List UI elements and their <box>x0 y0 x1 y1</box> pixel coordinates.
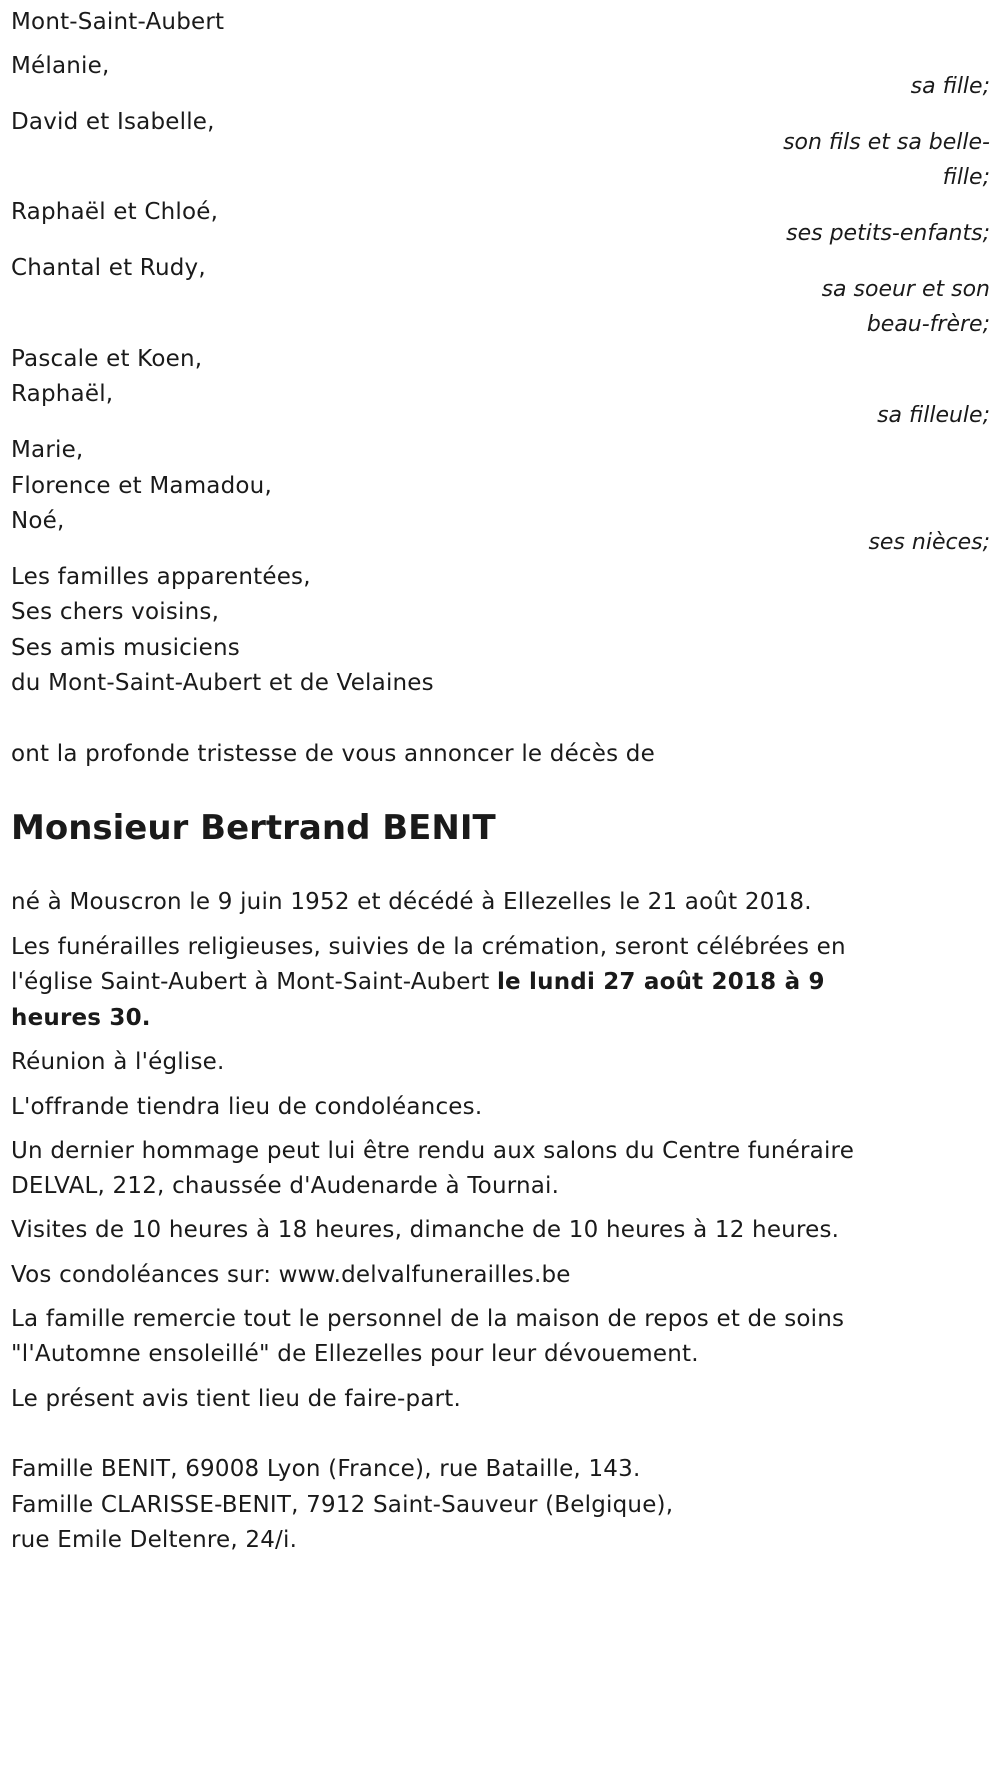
meeting-line: Réunion à l'église. <box>11 1049 225 1075</box>
family-member-name: Pascale et Koen, <box>11 346 203 372</box>
address-line: rue Emile Deltenre, 24/i. <box>11 1527 298 1553</box>
place-heading: Mont-Saint-Aubert <box>11 9 225 35</box>
address-line: Famille BENIT, 69008 Lyon (France), rue Bataille, 143. <box>11 1456 641 1482</box>
family-member-name: Florence et Mamadou, <box>11 473 272 499</box>
family-member-name: Noé, <box>11 508 65 534</box>
visits-line: Visites de 10 heures à 18 heures, dimanche de 10 heures à 12 heures. <box>11 1217 840 1243</box>
funeral-location: l'église Saint-Aubert à Mont-Saint-Aubert <box>11 969 497 995</box>
funeral-date: le lundi 27 août 2018 à 9 <box>496 969 825 995</box>
thanks-line: La famille remercie tout le personnel de la maison de repos et de soins <box>11 1306 845 1332</box>
family-relation: sa filleule; <box>877 403 990 428</box>
announcement-intro: ont la profonde tristesse de vous annoncer le décès de <box>11 741 655 767</box>
family-relation: sa fille; <box>910 74 990 99</box>
family-member-name: Chantal et Rudy, <box>11 255 206 281</box>
thanks-line: "l'Automne ensoleillé" de Ellezelles pour leur dévouement. <box>11 1341 699 1367</box>
address-line: Famille CLARISSE-BENIT, 7912 Saint-Sauveur (Belgique), <box>11 1492 674 1518</box>
offering-line: L'offrande tiendra lieu de condoléances. <box>11 1094 483 1120</box>
family-member-name: David et Isabelle, <box>11 109 215 135</box>
family-relation: beau-frère; <box>866 312 990 337</box>
family-member-name: Marie, <box>11 437 84 463</box>
family-member-name: Ses amis musiciens <box>11 635 240 661</box>
family-relation: sa soeur et son <box>821 277 990 302</box>
tribute-line: Un dernier hommage peut lui être rendu aux salons du Centre funéraire <box>11 1138 855 1164</box>
deceased-name: Monsieur Bertrand BENIT <box>11 808 496 848</box>
family-relation: fille; <box>942 165 990 190</box>
family-member-name: Les familles apparentées, <box>11 564 311 590</box>
family-member-name: Ses chers voisins, <box>11 599 220 625</box>
family-member-name: Mélanie, <box>11 53 110 79</box>
family-relation: ses petits-enfants; <box>786 221 990 246</box>
family-relation: son fils et sa belle- <box>783 130 990 155</box>
family-member-name: du Mont-Saint-Aubert et de Velaines <box>11 670 434 696</box>
family-member-name: Raphaël, <box>11 381 114 407</box>
funeral-text <box>11 968 825 997</box>
funeral-text: Les funérailles religieuses, suivies de la crémation, seront célébrées en <box>11 934 846 960</box>
family-member-name: Raphaël et Chloé, <box>11 199 219 225</box>
tribute-line: DELVAL, 212, chaussée d'Audenarde à Tournai. <box>11 1173 560 1199</box>
funeral-time: heures 30. <box>11 1005 151 1031</box>
family-relation: ses nièces; <box>868 530 990 555</box>
condolences-line: Vos condoléances sur: www.delvalfunerailles.be <box>11 1262 571 1288</box>
notice-line: Le présent avis tient lieu de faire-part. <box>11 1386 462 1412</box>
birth-death-line: né à Mouscron le 9 juin 1952 et décédé à Ellezelles le 21 août 2018. <box>11 889 812 915</box>
